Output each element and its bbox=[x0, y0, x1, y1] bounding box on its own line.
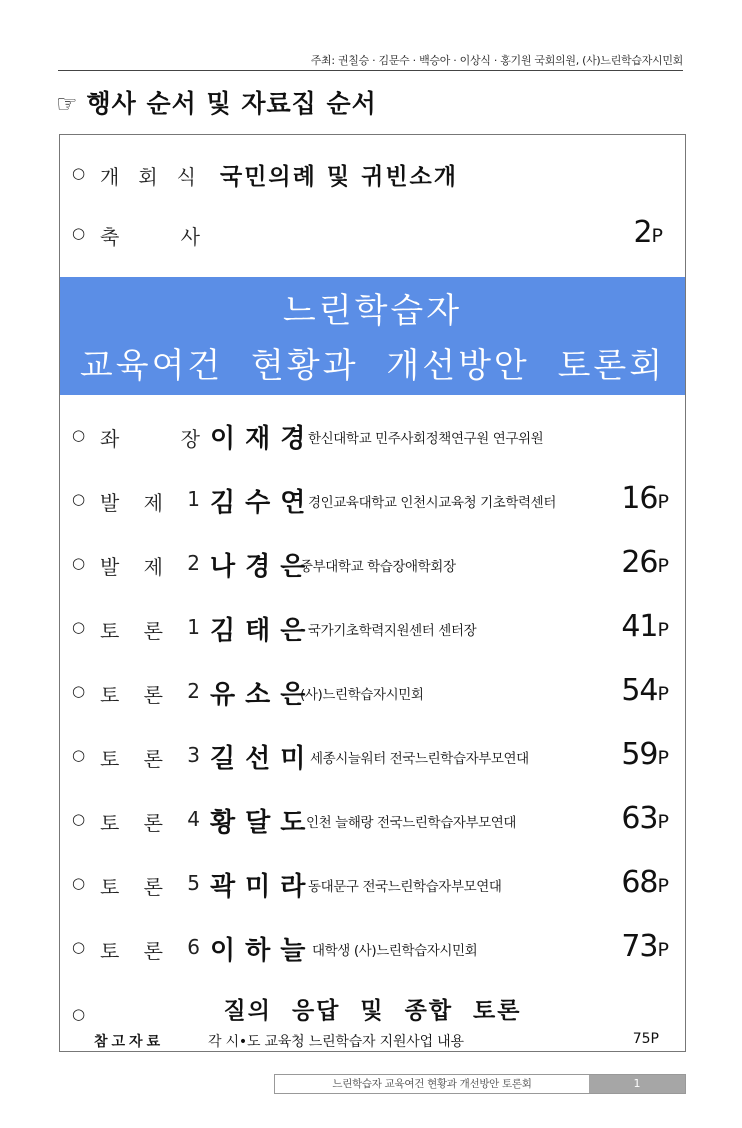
event-banner bbox=[60, 277, 685, 395]
role-label: 토 론 4 bbox=[100, 807, 200, 835]
program-frame bbox=[59, 134, 686, 1052]
page-ref: 59P bbox=[621, 737, 669, 772]
page-ref: 41P bbox=[621, 609, 669, 644]
role-label: 좌 장 bbox=[100, 427, 200, 451]
header-divider bbox=[58, 70, 683, 71]
speaker-row bbox=[60, 607, 685, 653]
bullet: ○ bbox=[72, 938, 86, 956]
speaker-affiliation: 대학생 (사)느린학습자시민회 bbox=[312, 943, 478, 959]
speaker-affiliation: 한신대학교 민주사회정책연구원 연구위원 bbox=[308, 431, 544, 447]
pointing-hand-icon: ☞ bbox=[56, 90, 79, 118]
speaker-name: 길선미 bbox=[210, 744, 316, 774]
speaker-affiliation: 국가기초학력지원센터 센터장 bbox=[308, 623, 477, 639]
bullet: ○ bbox=[72, 426, 86, 444]
speaker-name: 김태은 bbox=[210, 616, 316, 646]
speaker-affiliation: 인천 늘해랑 전국느린학습자부모연대 bbox=[306, 815, 517, 831]
bullet: ○ bbox=[72, 1005, 86, 1023]
speaker-name: 유소은 bbox=[210, 680, 316, 710]
speaker-name: 곽미라 bbox=[210, 872, 316, 902]
speaker-row bbox=[60, 671, 685, 717]
speaker-name: 이하늘 bbox=[210, 936, 316, 966]
role-label: 토 론 1 bbox=[100, 615, 200, 643]
speaker-row bbox=[60, 479, 685, 525]
speaker-name: 나경은 bbox=[210, 552, 316, 582]
page-ref: 54P bbox=[621, 673, 669, 708]
role-label: 토 론 6 bbox=[100, 935, 200, 963]
role-label: 토 론 2 bbox=[100, 679, 200, 707]
role-label: 토 론 5 bbox=[100, 871, 200, 899]
reference-label: 참고자료 bbox=[94, 1034, 165, 1050]
speaker-affiliation: 중부대학교 학습장애학회장 bbox=[300, 559, 456, 575]
role-label: 토 론 3 bbox=[100, 743, 200, 771]
bullet: ○ bbox=[72, 874, 86, 892]
speaker-row bbox=[60, 927, 685, 973]
reference-page: 75P bbox=[632, 1031, 659, 1047]
page-ref: 26P bbox=[621, 545, 669, 580]
speaker-row bbox=[60, 799, 685, 845]
section-title-text: 행사 순서 및 자료집 순서 bbox=[86, 89, 377, 118]
footer-page-number: 1 bbox=[589, 1075, 685, 1093]
speaker-affiliation: (사)느린학습자시민회 bbox=[300, 687, 424, 703]
speaker-row bbox=[60, 863, 685, 909]
speaker-affiliation: 동대문구 전국느린학습자부모연대 bbox=[308, 879, 502, 895]
speaker-row bbox=[60, 543, 685, 589]
greeting-row bbox=[60, 213, 685, 259]
bullet: ○ bbox=[72, 682, 86, 700]
speaker-name: 황달도 bbox=[210, 808, 316, 838]
organizers-line: 주최: 권칠승 · 김문수 · 백승아 · 이상식 · 홍기원 국회의원, (사)느린학습자시민회 bbox=[310, 54, 683, 67]
qa-title: 질의 응답 및 종합 토론 bbox=[223, 998, 522, 1024]
reference-text: 각 시•도 교육청 느린학습자 지원사업 내용 bbox=[208, 1034, 464, 1050]
role-label: 축 사 bbox=[100, 225, 200, 249]
opening-title: 국민의례 및 귀빈소개 bbox=[220, 164, 458, 190]
speaker-name: 이재경 bbox=[210, 424, 316, 454]
section-title bbox=[56, 84, 377, 120]
bullet: ○ bbox=[72, 554, 86, 572]
opening-row bbox=[60, 153, 685, 199]
role-label: 발 제 2 bbox=[100, 551, 200, 579]
footer-title: 느린학습자 교육여건 현황과 개선방안 토론회 bbox=[332, 1078, 532, 1090]
page-ref: 2P bbox=[633, 215, 663, 250]
page-ref: 63P bbox=[621, 801, 669, 836]
bullet: ○ bbox=[72, 810, 86, 828]
speaker-row bbox=[60, 735, 685, 781]
speaker-affiliation: 경인교육대학교 인천시교육청 기초학력센터 bbox=[308, 495, 556, 511]
page-footer bbox=[274, 1074, 686, 1094]
reference-row bbox=[60, 1029, 685, 1051]
role-label: 발 제 1 bbox=[100, 487, 200, 515]
banner-line-2: 교육여건 현황과 개선방안 토론회 bbox=[79, 346, 666, 386]
bullet: ○ bbox=[72, 618, 86, 636]
bullet: ○ bbox=[72, 746, 86, 764]
role-label: 개 회 식 bbox=[100, 165, 196, 189]
bullet: ○ bbox=[72, 164, 86, 182]
bullet: ○ bbox=[72, 224, 86, 242]
bullet: ○ bbox=[72, 490, 86, 508]
banner-line-1: 느린학습자 bbox=[282, 291, 463, 331]
speaker-name: 김수연 bbox=[210, 488, 316, 518]
page-ref: 73P bbox=[621, 929, 669, 964]
page-ref: 16P bbox=[621, 481, 669, 516]
speaker-row bbox=[60, 415, 685, 461]
speaker-affiliation: 세종시늘워터 전국느린학습자부모연대 bbox=[310, 751, 529, 767]
page-ref: 68P bbox=[621, 865, 669, 900]
